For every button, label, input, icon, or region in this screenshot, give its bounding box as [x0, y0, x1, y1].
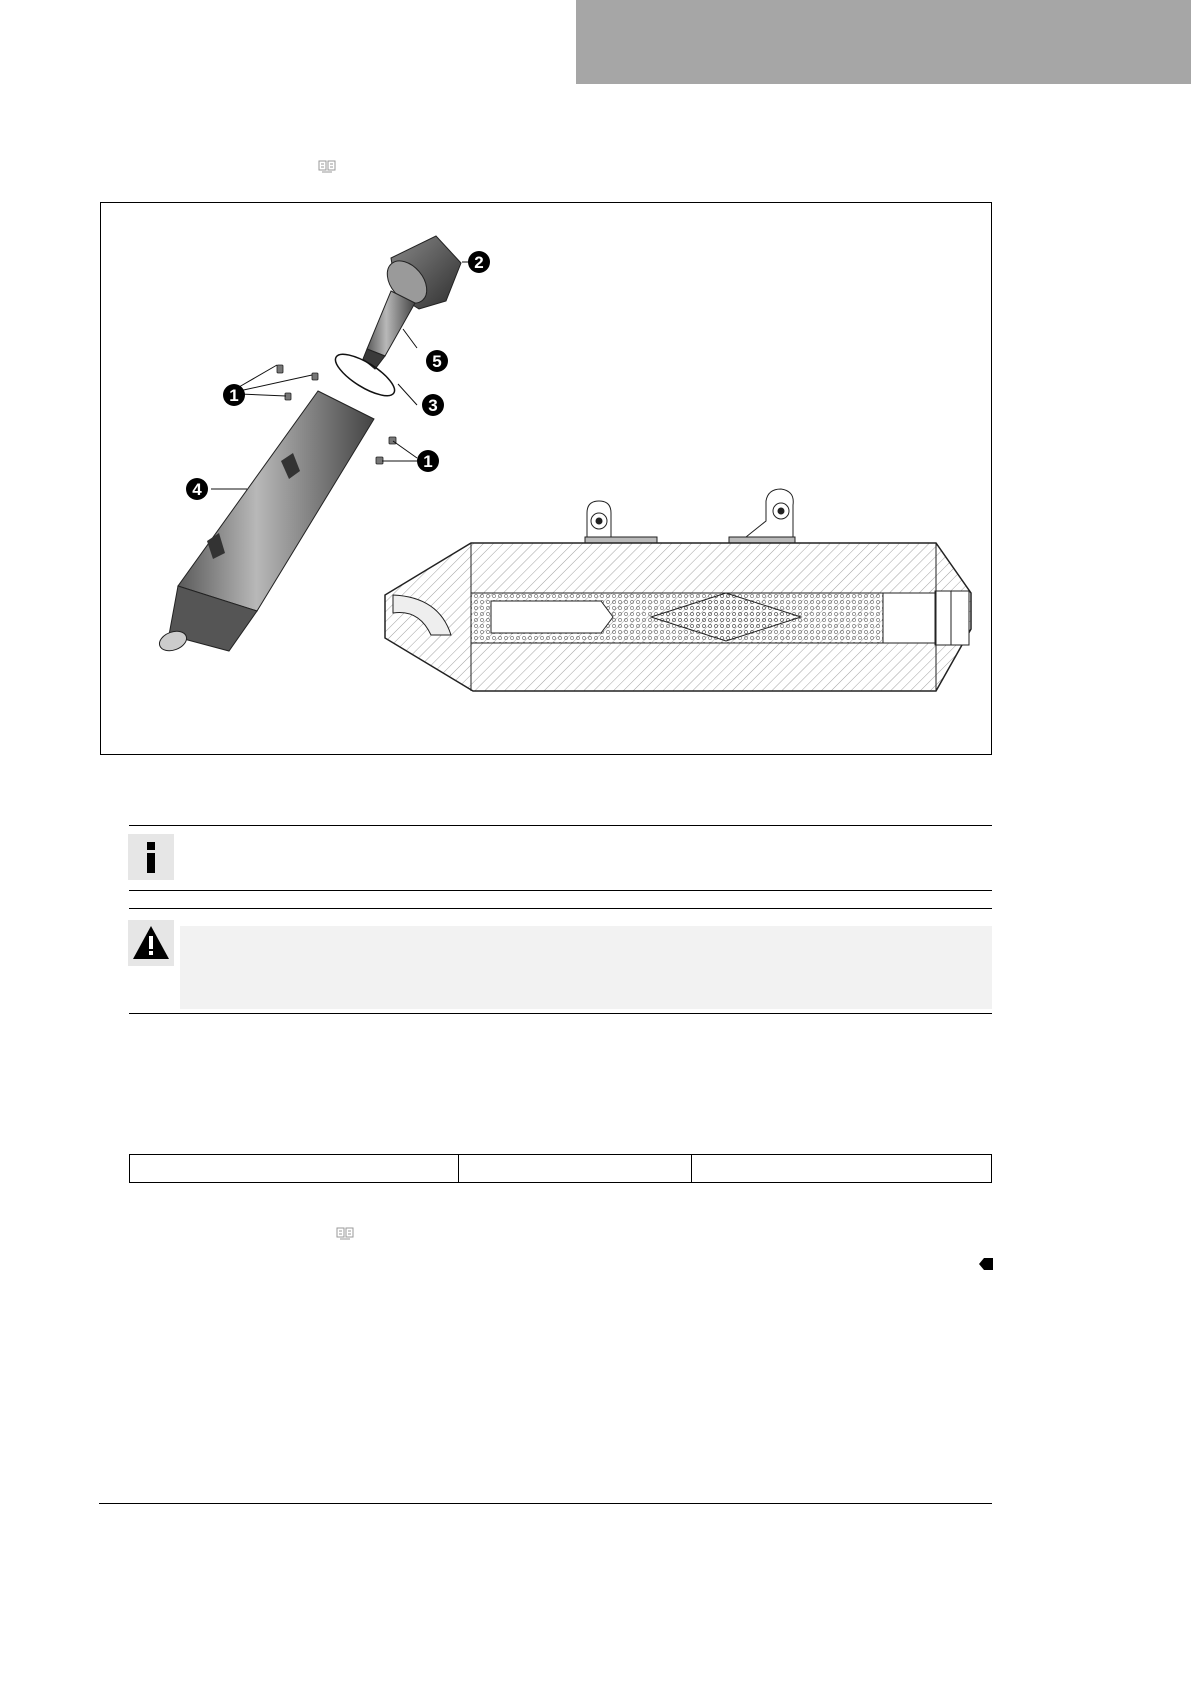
- exploded-view-figure: [100, 202, 992, 755]
- svg-text:3: 3: [428, 396, 438, 415]
- footer-rule: [99, 1503, 992, 1504]
- info-glyph: [128, 834, 174, 880]
- book-reference-icon: [336, 1227, 354, 1241]
- callout-5: [426, 350, 448, 372]
- svg-text:5: 5: [432, 352, 442, 371]
- warning-bottom-rule: [129, 1013, 992, 1014]
- callout-2: [468, 251, 490, 273]
- callout-1-left: [223, 384, 245, 406]
- callout-1-right: [417, 450, 439, 472]
- svg-text:1: 1: [229, 386, 239, 405]
- callout-4: [186, 478, 208, 500]
- info-icon: [128, 834, 174, 880]
- outer-sleeve-part: [157, 391, 374, 654]
- warning-triangle-glyph: [128, 920, 174, 966]
- table-cell: [130, 1155, 459, 1183]
- warning-text-area: [180, 926, 992, 1009]
- book-reference-icon: [318, 160, 336, 174]
- warning-top-rule: [129, 908, 992, 909]
- note-top-rule: [129, 825, 992, 826]
- header-band: [576, 0, 1191, 84]
- tailpipe-part: [363, 291, 415, 369]
- silencer-illustration: [101, 203, 991, 754]
- silencer-section-drawing: [385, 489, 971, 691]
- callout-3: [422, 394, 444, 416]
- warning-icon: [128, 920, 174, 966]
- end-of-section-marker-icon: [979, 1258, 993, 1270]
- table-row: [130, 1155, 992, 1183]
- note-bottom-rule: [129, 890, 992, 891]
- table-cell: [692, 1155, 992, 1183]
- svg-text:1: 1: [423, 452, 433, 471]
- svg-text:4: 4: [192, 480, 202, 499]
- table-cell: [459, 1155, 692, 1183]
- svg-text:2: 2: [474, 253, 484, 272]
- specification-table: [129, 1154, 992, 1183]
